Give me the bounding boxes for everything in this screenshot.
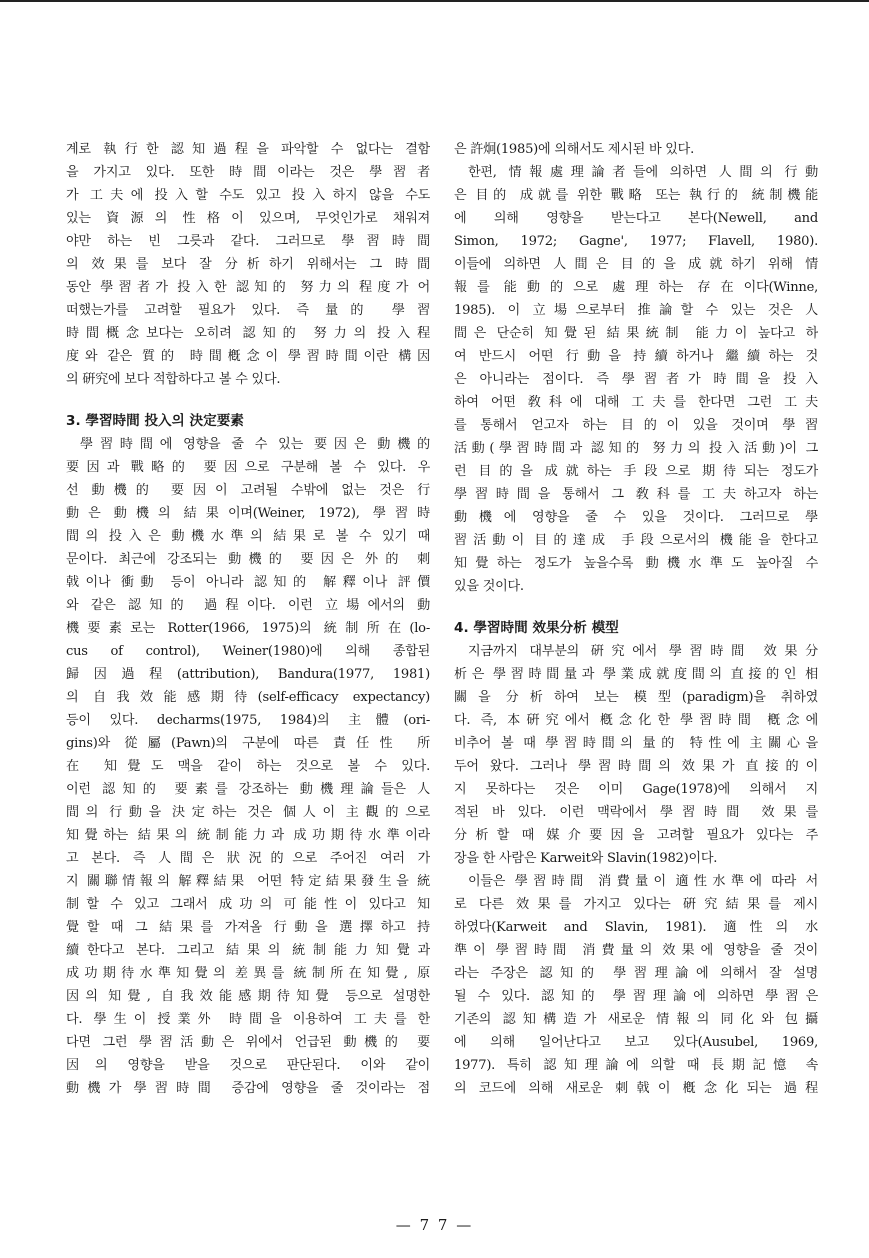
text-line: 在 知覺도 맥을 같이 하는 것으로 볼 수 있다. [66,759,430,774]
section-heading: 4. 學習時間 效果分析 模型 [454,620,619,636]
text-line: 하였다(Karweit and Slavin, 1981). 適性의 水 [454,920,818,935]
text-line: 적된 바 있다. 이런 맥락에서 學習時間 效果를 [454,805,818,820]
text-line: 1977). 특히 認知理論에 의할 때 長期記憶 속 [454,1058,818,1073]
text-line: 등이 있다. decharms(1975, 1984)의 主體(ori- [66,713,430,728]
text-line: 因의 영향을 받을 것으로 판단된다. 이와 같이 [66,1058,430,1073]
text-line: 報를 能動的으로 處理하는 存在이다(Winne, [454,280,818,295]
text-line: 기존의 認知構造가 새로운 情報의 同化와 包攝 [454,1012,818,1027]
text-line: 와 같은 認知的 過程이다. 이런 立場에서의 動 [66,598,430,613]
text-line: 이런 認知的 要素를 강조하는 動機理論들은 人 [66,782,430,797]
text-line: 이들에 의하면 人間은 目的을 成就하기 위해 情 [454,257,818,272]
text-line: 를 통해서 얻고자 하는 目的이 있을 것이며 學習 [454,418,818,433]
text-line: 지금까지 대부분의 硏究에서 學習時間 效果分 [468,644,818,659]
text-line: 이들은 學習時間 消費量이 適性水準에 따라 서 [468,874,818,889]
text-line: 문이다. 최근에 강조되는 動機的 要因은 外的 刺 [66,552,430,567]
text-line: 知覺하는 정도가 높을수록 動機水準도 높아질 수 [454,556,818,571]
text-line: 間의 投入은 動機水準의 結果로 볼 수 있기 때 [66,529,430,544]
section-heading: 3. 學習時間 投入의 決定要素 [66,413,244,429]
text-line: 動機에 영향을 줄 수 있을 것이다. 그러므로 學 [454,510,818,525]
text-line: 間은 단순히 知覺된 結果統制 能力이 높다고 하 [454,326,818,341]
text-line: 하여 어떤 敎科에 대해 工夫를 한다면 그런 工夫 [454,395,818,410]
text-line: 야만 하는 빈 그릇과 같다. 그러므로 學習時間 [66,234,430,249]
text-line: 의 自我效能感期待(self-efficacy expectancy) [66,690,430,705]
text-line: 다면 그런 學習活動은 위에서 언급된 動機的 要 [66,1035,430,1050]
text-line: 動은 動機의 結果이며(Weiner, 1972), 學習時 [66,506,430,521]
text-line: 떠했는가를 고려할 필요가 있다. 즉 量的 學習 [66,303,430,318]
text-line: 分析할 때 媒介要因을 고려할 필요가 있다는 주 [454,828,818,843]
right-text-column [454,138,818,1100]
text-line: 은 目的 成就를 위한 戰略 또는 執行的 統制機能 [454,188,818,203]
text-line: 關을 分析하여 보는 模型(paradigm)을 취하였 [454,690,818,705]
text-line: 여 반드시 어떤 行動을 持續하거나 繼續하는 것 [454,349,818,364]
page-number: — 7 7 — [395,1216,474,1234]
text-line: 로 다른 效果를 가지고 있다는 硏究結果를 제시 [454,897,818,912]
text-line: 비추어 볼 때 學習時間의 量的 特性에 主關心을 [454,736,818,751]
text-line: 活動(學習時間과 認知的 努力의 投入活動)이 그 [454,441,818,456]
text-line: 學習時間을 통해서 그 敎科를 工夫하고자 하는 [454,487,818,502]
text-line: 機要素로는 Rotter(1966, 1975)의 統制所在(lo- [66,621,430,636]
text-line: 學習時間에 영향을 줄 수 있는 要因은 動機的 [80,437,430,452]
text-line: cus of control), Weiner(1980)에 의해 종합된 [66,644,430,659]
text-line: 1985). 이 立場으로부터 推論할 수 있는 것은 人 [454,303,818,318]
text-line: 계로 執行한 認知過程을 파악할 수 없다는 결함 [66,142,430,157]
text-line: 두어 왔다. 그러나 學習時間의 效果가 直接的이 [454,759,818,774]
paragraph-gap [66,391,430,410]
text-line: 있는 資源의 性格이 있으며, 무엇인가로 채워져 [66,211,430,226]
text-line: 覺할 때 그 結果를 가져올 行動을 選擇하고 持 [66,920,430,935]
text-line: 동안 學習者가 投入한 認知的 努力의 程度가 어 [66,280,430,295]
text-line: 있을 것이다. [454,579,524,594]
text-line: 은 아니라는 점이다. 즉 學習者가 時間을 投入 [454,372,818,387]
text-line: 런 目的을 成就하는 手段으로 期待되는 정도가 [454,464,818,479]
text-line: 制할 수 있고 그래서 成功의 可能性이 있다고 知 [66,897,430,912]
text-line: 續한다고 본다. 그리고 結果의 統制能力知覺과 [66,943,430,958]
text-line: 要因과 戰略的 要因으로 구분해 볼 수 있다. 우 [66,460,430,475]
text-line: 에 의해 일어난다고 보고 있다(Ausubel, 1969, [454,1035,818,1050]
top-rule [0,0,869,2]
text-line: 다. 學生이 授業外 時間을 이용하여 工夫를 한 [66,1012,430,1027]
text-line: 다. 즉, 本硏究에서 槪念化한 學習時間 槪念에 [454,713,818,728]
text-line: 에 의해 영향을 받는다고 본다(Newell, and [454,211,818,226]
text-line: 고 본다. 즉 人間은 狀況的으로 주어진 여러 가 [66,851,430,866]
text-line: 장을 한 사람은 Karweit와 Slavin(1982)이다. [454,851,718,866]
text-line: 時間概念보다는 오히려 認知的 努力의 投入程 [66,326,430,341]
text-line: 지 못하다는 것은 이미 Gage(1978)에 의해서 지 [454,782,818,797]
text-line: 析은 學習時間量과 學業成就度間의 直接的인 相 [454,667,818,682]
text-line: 은 許炯(1985)에 의해서도 제시된 바 있다. [454,142,694,157]
text-line: 될 수 있다. 認知的 學習理論에 의하면 學習은 [454,989,818,1004]
text-line: 習活動이 目的達成 手段으로서의 機能을 한다고 [454,533,818,548]
text-line: 準이 學習時間 消費量의 效果에 영향을 줄 것이 [454,943,818,958]
text-line: 成功期待水準知覺의 差異를 統制所在知覺, 原 [66,966,430,981]
text-line: 度와 같은 質的 時間槪念이 學習時間이란 構因 [66,349,430,364]
text-line: 間의 行動을 決定하는 것은 個人이 主觀的으로 [66,805,430,820]
text-line: 라는 주장은 認知的 學習理論에 의해서 잘 설명 [454,966,818,981]
text-line: 한편, 情報處理論者들에 의하면 人間의 行動 [468,165,818,180]
text-line: 動機가 學習時間 증감에 영향을 줄 것이라는 점 [66,1081,430,1096]
paragraph-gap [454,598,818,617]
left-text-column [66,138,430,1100]
text-line: 因의 知覺, 自我效能感期待知覺 등으로 설명한 [66,989,430,1004]
text-line: 을 가지고 있다. 또한 時間이라는 것은 學習者 [66,165,430,180]
text-line: 의 硏究에 보다 적합하다고 볼 수 있다. [66,372,281,387]
text-line: gins)와 從屬(Pawn)의 구분에 따른 責任性 所 [66,736,430,751]
text-line: 선 動機的 要因이 고려될 수밖에 없는 것은 行 [66,483,430,498]
text-line: 의 效果를 보다 잘 分析하기 위해서는 그 時間 [66,257,430,272]
text-line: 지 關聯情報의 解釋結果 어떤 特定結果發生을 統 [66,874,430,889]
text-line: 歸因過程(attribution), Bandura(1977, 1981) [66,667,430,682]
text-line: 가 工夫에 投入할 수도 있고 投入하지 않을 수도 [66,188,430,203]
text-line: 戟이나 衝動 등이 아니라 認知的 解釋이나 評價 [66,575,430,590]
text-line: 知覺하는 結果의 統制能力과 成功期待水準이라 [66,828,430,843]
text-line: 의 코드에 의해 새로운 刺戟이 槪念化되는 過程 [454,1081,818,1096]
text-line: Simon, 1972; Gagne', 1977; Flavell, 1980). [454,234,818,249]
